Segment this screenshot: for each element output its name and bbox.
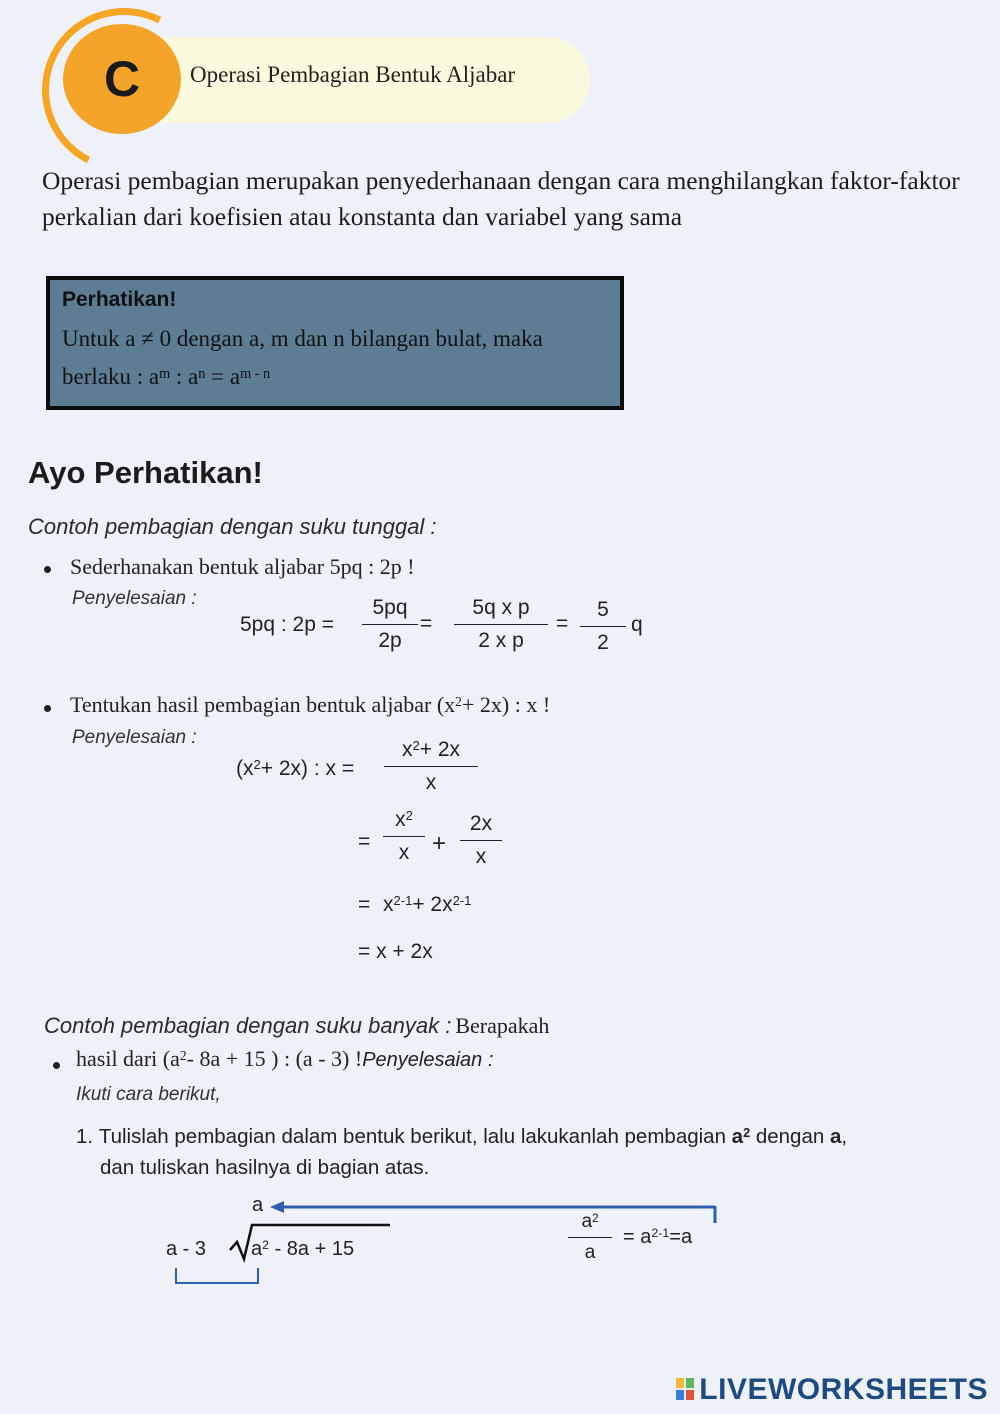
liveworksheets-logo: LIVEWORKSHEETS xyxy=(676,1373,988,1407)
plus-sign: + xyxy=(432,830,447,857)
equals-sign: = xyxy=(358,893,371,916)
follow-instructions: Ikuti cara berikut, xyxy=(76,1084,221,1105)
quotient: a xyxy=(252,1194,264,1216)
arrow-head-icon xyxy=(270,1201,284,1213)
note-title: Perhatikan! xyxy=(62,288,177,311)
example2-fraction-2b: $\frac{2x}{x}$ xyxy=(460,812,502,869)
side-result: = $a^{2-1}=a$ xyxy=(623,1226,693,1248)
example2-step3: $x^{2-1}+ 2x^{2-1}$ xyxy=(383,893,472,916)
note-line-1: Untuk a ≠ 0 dengan a, m dan n bilangan bulat, maka xyxy=(62,326,543,351)
example2-question: Tentukan hasil pembagian bentuk aljabar $(x^2+ 2x)$ : x ! xyxy=(70,692,551,717)
section-badge: C xyxy=(63,24,181,134)
example2-fraction-1: $\frac{x^2+ 2x}{x}$ xyxy=(384,738,478,795)
subheading-single-term: Contoh pembagian dengan suku tunggal : xyxy=(28,514,437,539)
subheading-multi-term: Contoh pembagian dengan suku banyak : Berapakah xyxy=(44,1013,550,1038)
example1-lhs: 5pq : 2p = xyxy=(240,613,334,636)
equals-sign: = xyxy=(358,830,371,853)
equals-sign: = xyxy=(420,612,433,635)
example3-question: hasil dari ($a^2-$ 8a + 15 ) : (a - 3) !Penyelesaian : xyxy=(76,1046,494,1071)
step-1-line-2: dan tuliskan hasilnya di bagian atas. xyxy=(100,1156,430,1179)
divisor: a - 3 xyxy=(166,1238,207,1260)
bullet xyxy=(44,705,51,712)
step-1-line-1: 1. Tulislah pembagian dalam bentuk berikut, lalu lakukanlah pembagian $a^2$ dengan a, xyxy=(76,1125,848,1148)
example2-solution-label: Penyelesaian : xyxy=(72,727,197,748)
divisor-bracket xyxy=(176,1268,258,1283)
example2-lhs: $(x^2+ 2x)$ : x = xyxy=(236,757,355,780)
dividend: $a^2 - 8a + 15$ xyxy=(251,1238,355,1260)
example1-fraction-1: $\frac{5pq}{2p}$ xyxy=(362,596,418,653)
example1-solution-label: Penyelesaian : xyxy=(72,588,197,609)
section-heading: Ayo Perhatikan! xyxy=(28,455,263,490)
bullet xyxy=(44,566,51,573)
example1-fraction-3: $\frac{5}{2}$ xyxy=(580,598,626,655)
example1-question: Sederhanakan bentuk aljabar 5pq : 2p ! xyxy=(70,554,415,579)
example1-fraction-2: $\frac{\text{5q x p}}{\text{2 x p}}$ xyxy=(454,596,548,653)
bullet xyxy=(53,1062,60,1069)
equals-sign: = xyxy=(556,612,569,635)
side-fraction: $\frac{a^2}{a}$ xyxy=(568,1211,612,1264)
logo-squares-icon xyxy=(676,1378,695,1402)
section-title: Operasi Pembagian Bentuk Aljabar xyxy=(190,62,516,87)
note-line-2: berlaku : $a^m$ : $a^n = a^{m - n}$ xyxy=(62,364,271,389)
intro-paragraph: Operasi pembagian merupakan penyederhanaan dengan cara menghilangkan faktor-faktor perkalian dari koefisien atau konstanta dan variabel yang sama xyxy=(42,166,960,231)
note-box xyxy=(46,276,624,410)
example2-fraction-2a: $\frac{x^2}{x}$ xyxy=(383,808,425,865)
example2-step4: = x + 2x xyxy=(358,940,433,963)
example1-tail: q xyxy=(631,613,643,636)
